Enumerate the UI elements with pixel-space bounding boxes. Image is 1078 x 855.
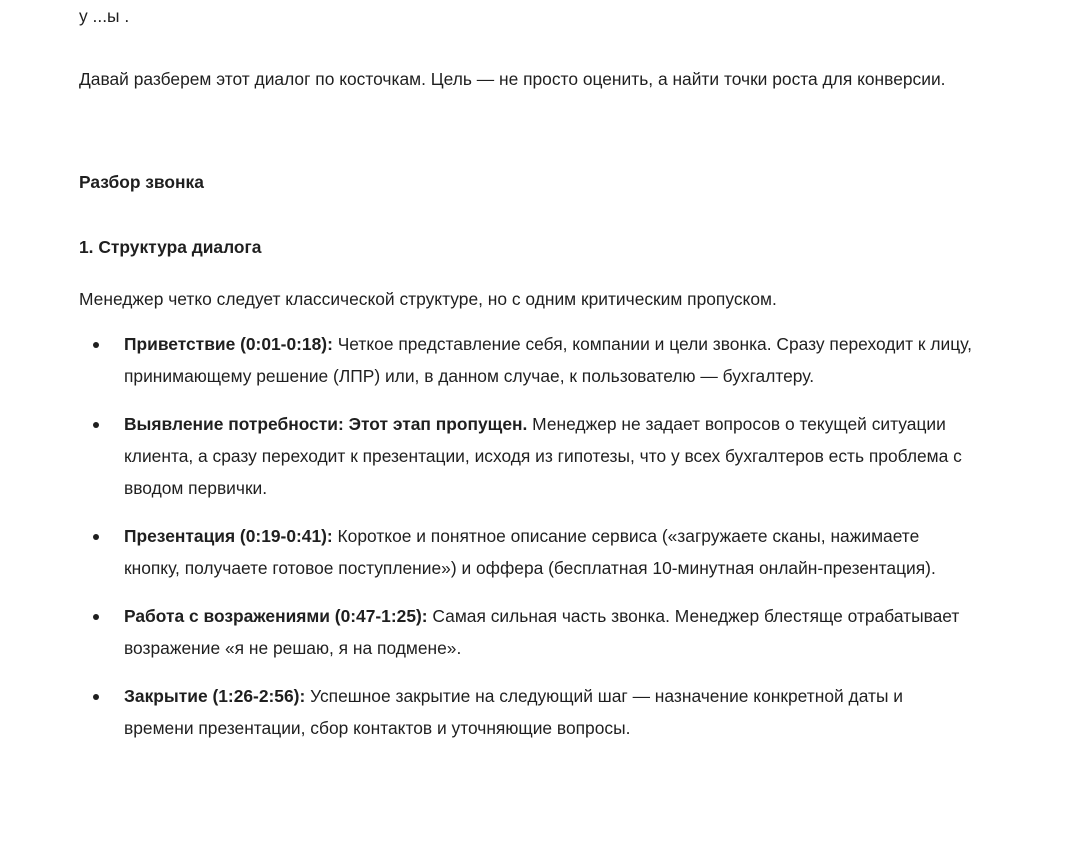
item-title: Закрытие (1:26-2:56): bbox=[124, 686, 306, 706]
bullet-icon bbox=[93, 614, 99, 620]
item-title: Презентация (0:19-0:41): bbox=[124, 526, 333, 546]
item-title: Работа с возражениями (0:47-1:25): bbox=[124, 606, 428, 626]
item-text: Короткое и понятное описание сервиса («загружаете сканы, нажимаете кнопку, получаете готовое поступление») и оффера (бесплатная 10-минутная онлайн-презентация). bbox=[124, 526, 936, 578]
lead-paragraph: Менеджер четко следует классической структуре, но с одним критическим пропуском. bbox=[79, 289, 777, 309]
list-item bbox=[79, 680, 974, 744]
subsection-heading: 1. Структура диалога bbox=[79, 237, 262, 257]
item-text: Успешное закрытие на следующий шаг — назначение конкретной даты и времени презентации, сбор контактов и уточняющие вопросы. bbox=[124, 686, 903, 738]
section-heading: Разбор звонка bbox=[79, 172, 204, 192]
bullet-icon bbox=[93, 534, 99, 540]
item-text: Четкое представление себя, компании и цели звонка. Сразу переходит к лицу, принимающему решение (ЛПР) или, в данном случае, к пользователю — бухгалтеру. bbox=[124, 334, 972, 386]
list-item bbox=[79, 520, 974, 584]
bullet-icon bbox=[93, 694, 99, 700]
item-text: Самая сильная часть звонка. Менеджер блестяще отрабатывает возражение «я не решаю, я на подмене». bbox=[124, 606, 960, 658]
list-item bbox=[79, 408, 974, 504]
item-text: Менеджер не задает вопросов о текущей ситуации клиента, а сразу переходит к презентации, исходя из гипотезы, что у всех бухгалтеров есть проблема с вводом первички. bbox=[124, 414, 962, 498]
item-title: Приветствие (0:01-0:18): bbox=[124, 334, 333, 354]
list-item bbox=[79, 328, 974, 392]
structure-list bbox=[79, 328, 979, 744]
cut-off-text: у ...ы . bbox=[79, 10, 130, 26]
cut-off-text-fragment bbox=[79, 10, 199, 32]
item-title: Выявление потребности: Этот этап пропущен. bbox=[124, 414, 528, 434]
list-item bbox=[79, 600, 974, 664]
bullet-icon bbox=[93, 422, 99, 428]
bullet-icon bbox=[93, 342, 99, 348]
intro-paragraph: Давай разберем этот диалог по косточкам. Цель — не просто оценить, а найти точки роста для конверсии. bbox=[79, 69, 946, 89]
